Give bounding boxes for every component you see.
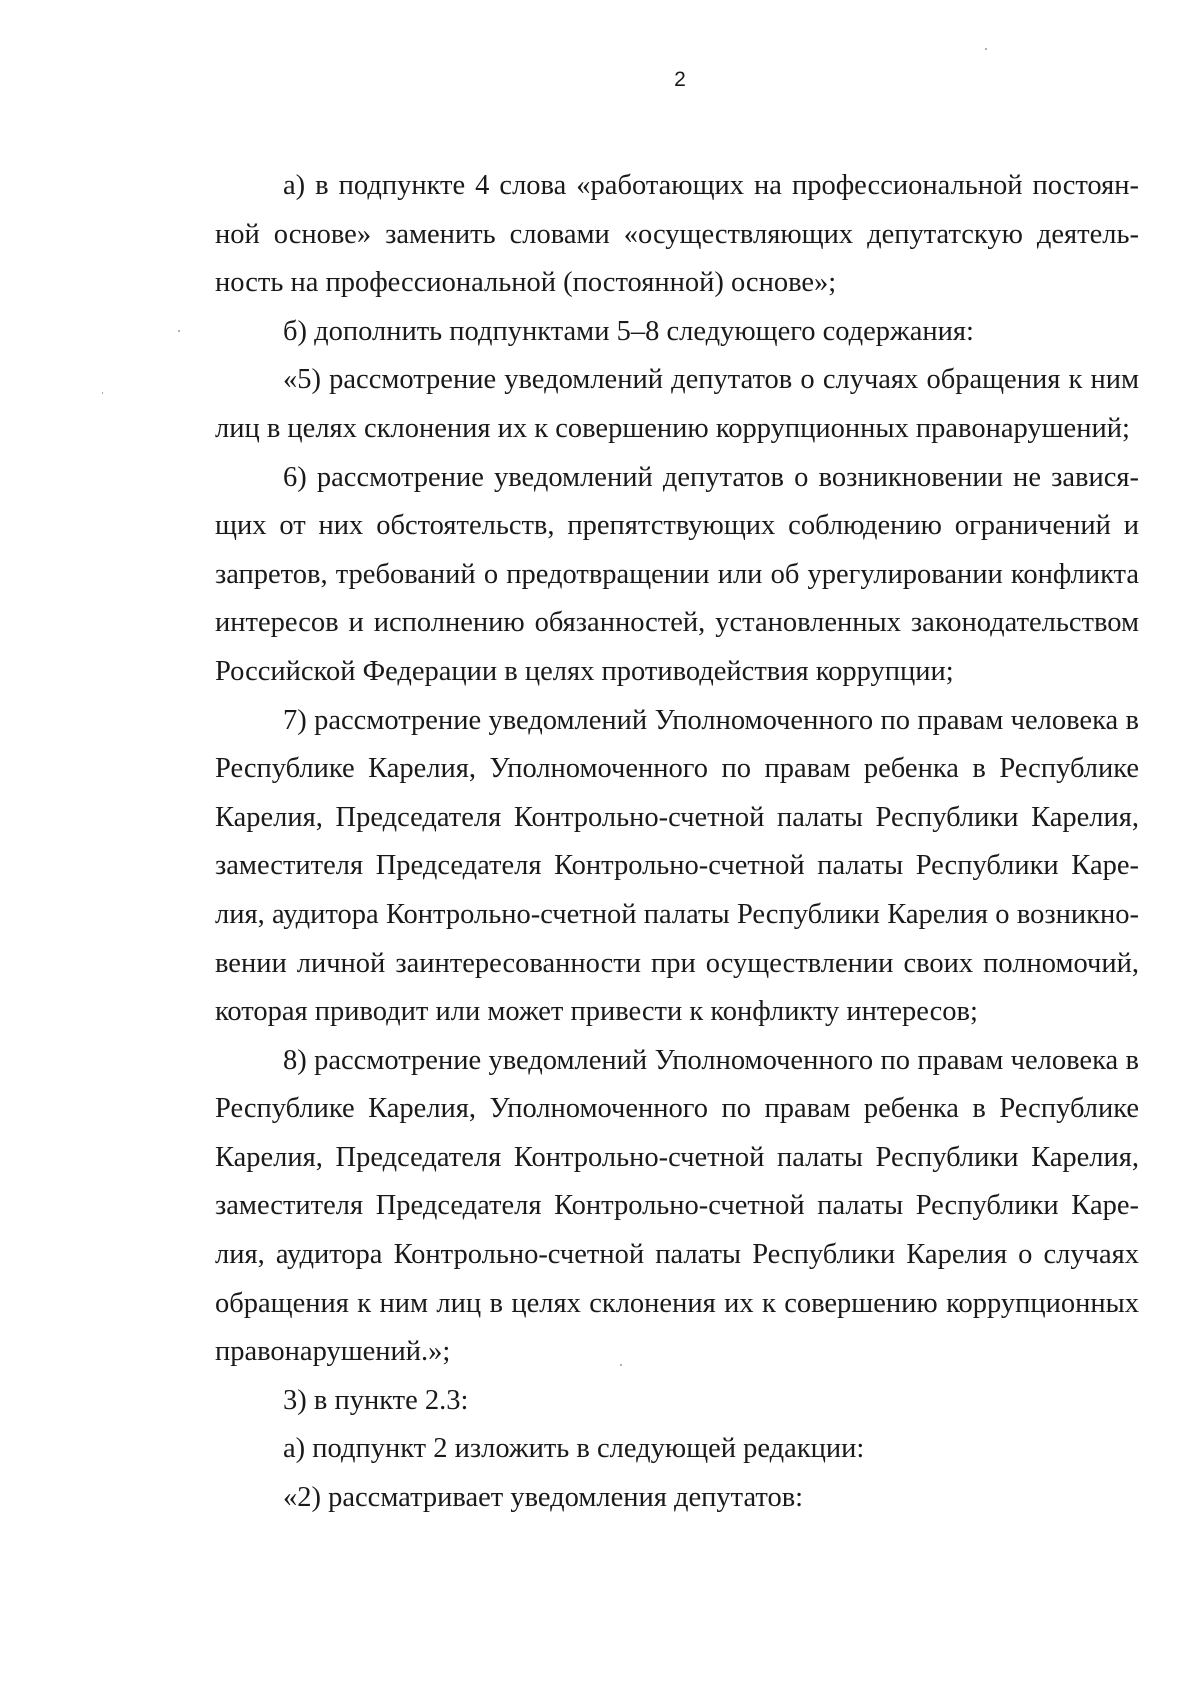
paragraph-a-subpoint-4: а) в подпункте 4 слова «работающих на профессиональной постоянной основе» заменить словами «осуществляющих депутатскую деятельность на профессиональной (постоянной) основе»; [215, 170, 1139, 299]
page-number: 2 [674, 68, 686, 91]
paragraph-b-add-subpoints: б) дополнить подпунктами 5–8 следующего содержания: [283, 315, 974, 347]
scan-speck [620, 1364, 622, 1366]
paragraph-point-3: 3) в пункте 2.3: [283, 1384, 469, 1416]
scan-speck [178, 330, 180, 332]
paragraph-a-subpoint-2: а) подпункт 2 изложить в следующей редакции: [283, 1433, 865, 1465]
paragraph-subpoint-2-quote: «2) рассматривает уведомления депутатов: [283, 1482, 804, 1514]
paragraph-subpoint-8: 8) рассмотрение уведомлений Уполномоченного по правам человека в Республике Карелия, Уполномоченного по правам ребенка в Республике Карелия, Председателя Контрольно-счетной палаты Республики Карелия, заместителя Председателя Контрольно-счетной палаты Республики Карелия, аудитора Контрольно-счетной палаты Республики Карелия о случаях обращения к ним лиц в целях склонения их к совершению коррупционных правонарушений.»; [215, 1044, 1139, 1368]
paragraph-subpoint-7: 7) рассмотрение уведомлений Уполномоченного по правам человека в Республике Карелия, Уполномоченного по правам ребенка в Республике Карелия, Председателя Контрольно-счетной палаты Республики Карелия, заместителя Председателя Контрольно-счетной палаты Республики Карелия, аудитора Контрольно-счетной палаты Республики Карелия о возникновении личной заинтересованности при осуществлении своих полномочий, которая приводит или может привести к конфликту интересов; [215, 704, 1139, 1028]
document-body [215, 162, 1139, 1523]
scan-speck [985, 48, 987, 50]
scan-speck [102, 392, 103, 394]
paragraph-subpoint-6: 6) рассмотрение уведомлений депутатов о возникновении не зависящих от них обстоятельств, препятствующих соблюдению ограничений и запретов, требований о предотвращении или об урегулировании конфликта интересов и исполнению обязанностей, установленных законодательством Российской Федерации в целях противодействия коррупции; [215, 461, 1139, 687]
paragraph-subpoint-5: «5) рассмотрение уведомлений депутатов о случаях обращения к ним лиц в целях склонения их к совершению коррупционных правонарушений; [215, 364, 1139, 444]
